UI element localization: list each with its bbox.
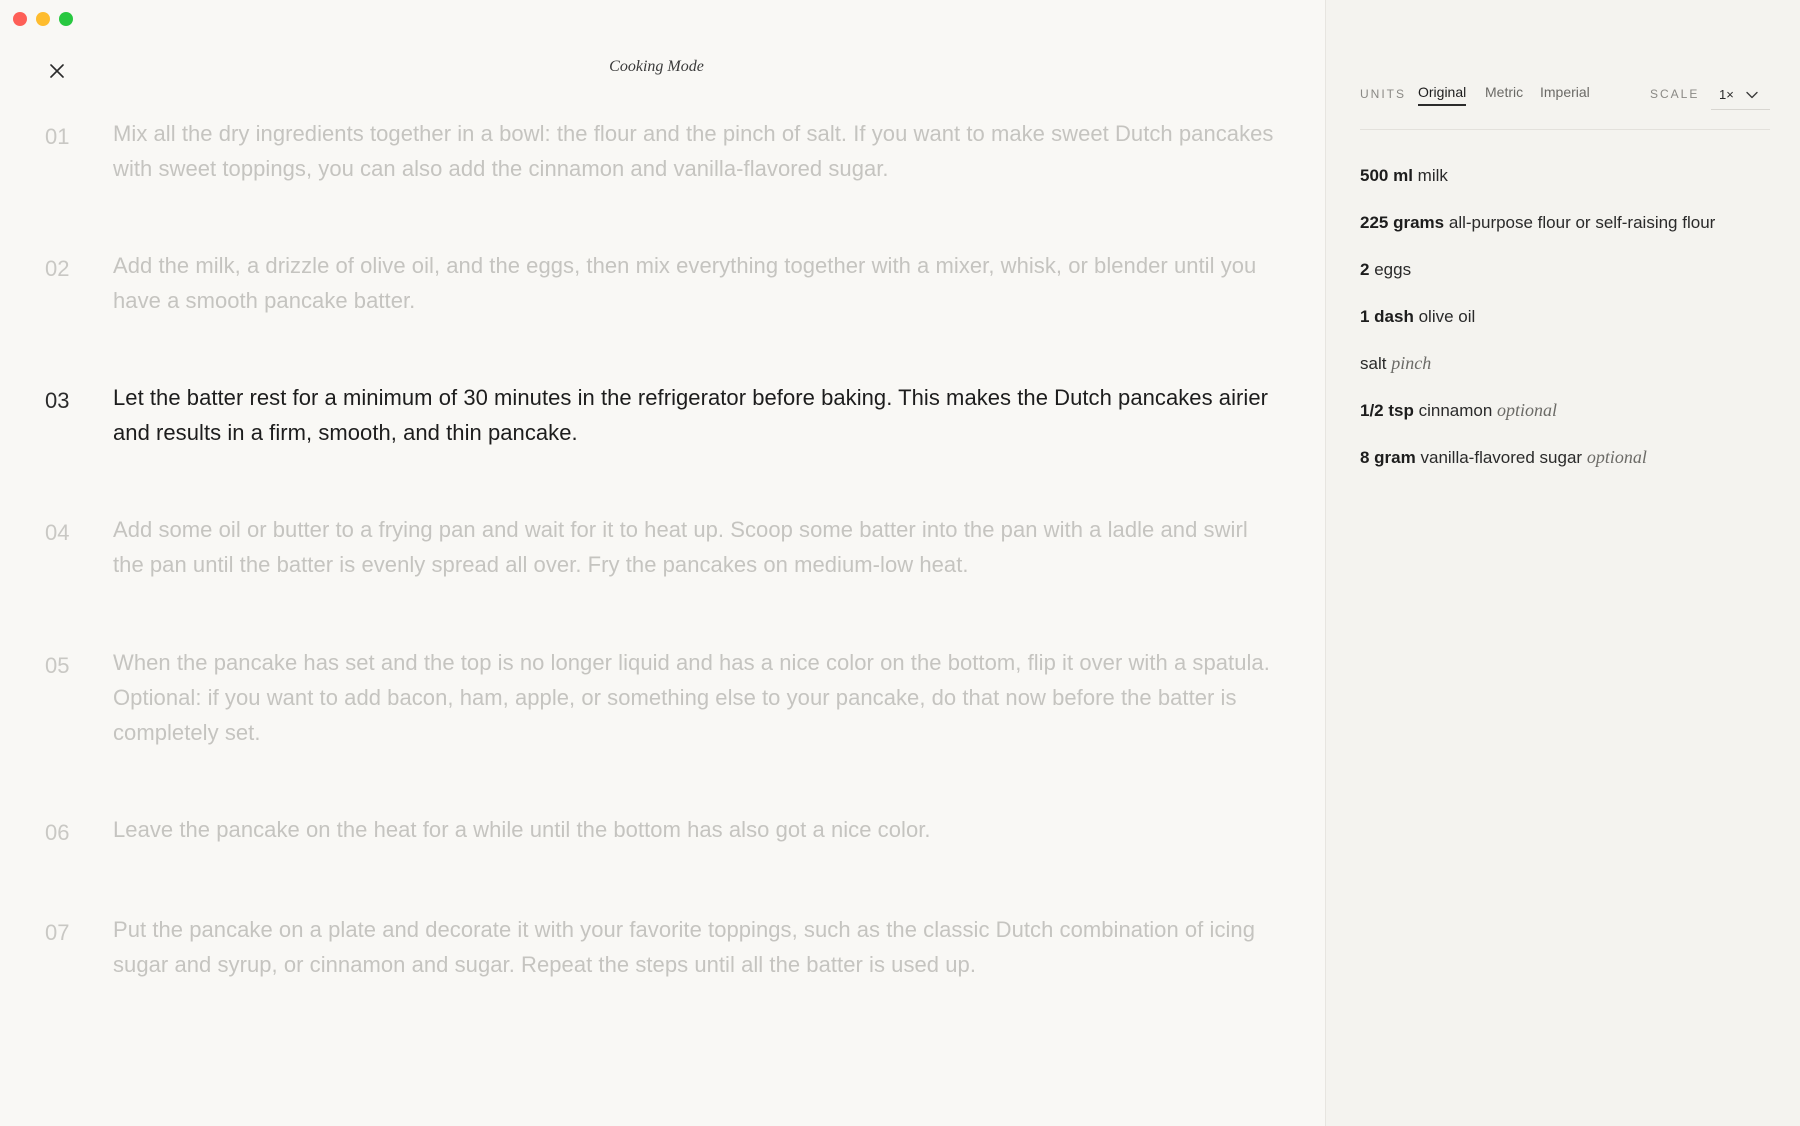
step-item-04[interactable] xyxy=(0,512,1325,582)
step-number: 04 xyxy=(45,520,70,545)
ingredients-list xyxy=(1360,162,1740,491)
ingredient-quantity: 8 gram xyxy=(1360,448,1416,467)
step-item-07[interactable] xyxy=(0,912,1325,982)
step-number: 02 xyxy=(45,256,70,281)
ingredient-note: optional xyxy=(1586,447,1647,467)
ingredient-quantity: 225 grams xyxy=(1360,213,1445,232)
ingredient-name: olive oil xyxy=(1418,307,1476,326)
ingredient-name: eggs xyxy=(1374,260,1412,279)
ingredient-name: milk xyxy=(1417,166,1448,185)
step-number: 01 xyxy=(45,124,70,149)
step-item-06[interactable] xyxy=(0,812,1325,850)
ingredient-item xyxy=(1360,209,1740,236)
step-text: Put the pancake on a plate and decorate it with your favorite toppings, such as the classic Dutch combination of icing sugar and syrup, or cinnamon and sugar. Repeat the steps until all the batter is used up. xyxy=(113,917,1256,977)
step-item-02[interactable] xyxy=(0,248,1325,318)
step-number: 07 xyxy=(45,920,70,945)
step-text: Let the batter rest for a minimum of 30 minutes in the refrigerator before baking. This makes the Dutch pancakes airier and results in a firm, smooth, and thin pancake. xyxy=(113,385,1268,445)
step-number: 06 xyxy=(45,820,70,845)
ingredient-note: pinch xyxy=(1391,353,1432,373)
step-text: When the pancake has set and the top is no longer liquid and has a nice color on the bottom, flip it over with a spatula. Optional: if you want to add bacon, ham, apple, or something else to your pancake, do that now before the batter is completely set. xyxy=(113,650,1270,745)
unit-scale-controls xyxy=(1360,80,1770,130)
step-text: Leave the pancake on the heat for a while until the bottom has also got a nice color. xyxy=(113,817,931,842)
ingredient-item xyxy=(1360,256,1740,283)
unit-tab-metric[interactable]: Metric xyxy=(1485,84,1524,100)
ingredient-quantity: 1/2 tsp xyxy=(1360,401,1414,420)
step-text: Add the milk, a drizzle of olive oil, and the eggs, then mix everything together with a mixer, whisk, or blender until you have a smooth pancake batter. xyxy=(113,253,1257,313)
step-item-03[interactable] xyxy=(0,380,1325,450)
ingredients-sidebar xyxy=(1325,0,1800,1126)
unit-tab-original[interactable]: Original xyxy=(1418,84,1466,106)
ingredient-item xyxy=(1360,303,1740,330)
ingredient-name: vanilla-flavored sugar xyxy=(1420,448,1583,467)
ingredient-item xyxy=(1360,444,1740,471)
ingredient-note: optional xyxy=(1497,400,1558,420)
step-text: Mix all the dry ingredients together in a bowl: the flour and the pinch of salt. If you want to make sweet Dutch pancakes with sweet toppings, you can also add the cinnamon and vanilla-flavored sugar. xyxy=(113,121,1274,181)
scale-label: SCALE xyxy=(1650,87,1700,101)
scale-value: 1× xyxy=(1719,87,1734,102)
ingredient-quantity: 500 ml xyxy=(1360,166,1413,185)
units-label: UNITS xyxy=(1360,87,1406,101)
ingredient-name: cinnamon xyxy=(1418,401,1493,420)
unit-tab-imperial[interactable]: Imperial xyxy=(1540,84,1590,100)
step-text: Add some oil or butter to a frying pan and wait for it to heat up. Scoop some batter into the pan with a ladle and swirl the pan until the batter is evenly spread all over. Fry the pancakes on medium-low heat. xyxy=(113,517,1248,577)
ingredient-name: salt xyxy=(1360,354,1387,373)
ingredient-name: all-purpose flour or self-raising flour xyxy=(1448,213,1716,232)
ingredient-quantity: 1 dash xyxy=(1360,307,1414,326)
ingredient-item xyxy=(1360,397,1740,424)
chevron-down-icon xyxy=(1746,91,1758,99)
scale-dropdown[interactable] xyxy=(1711,80,1770,110)
ingredient-item xyxy=(1360,350,1740,377)
page-title: Cooking Mode xyxy=(609,58,704,75)
ingredient-item xyxy=(1360,162,1740,189)
ingredient-quantity: 2 xyxy=(1360,260,1370,279)
step-item-05[interactable] xyxy=(0,645,1325,750)
step-item-01[interactable] xyxy=(0,116,1325,186)
step-number: 03 xyxy=(45,388,70,413)
step-number: 05 xyxy=(45,653,70,678)
